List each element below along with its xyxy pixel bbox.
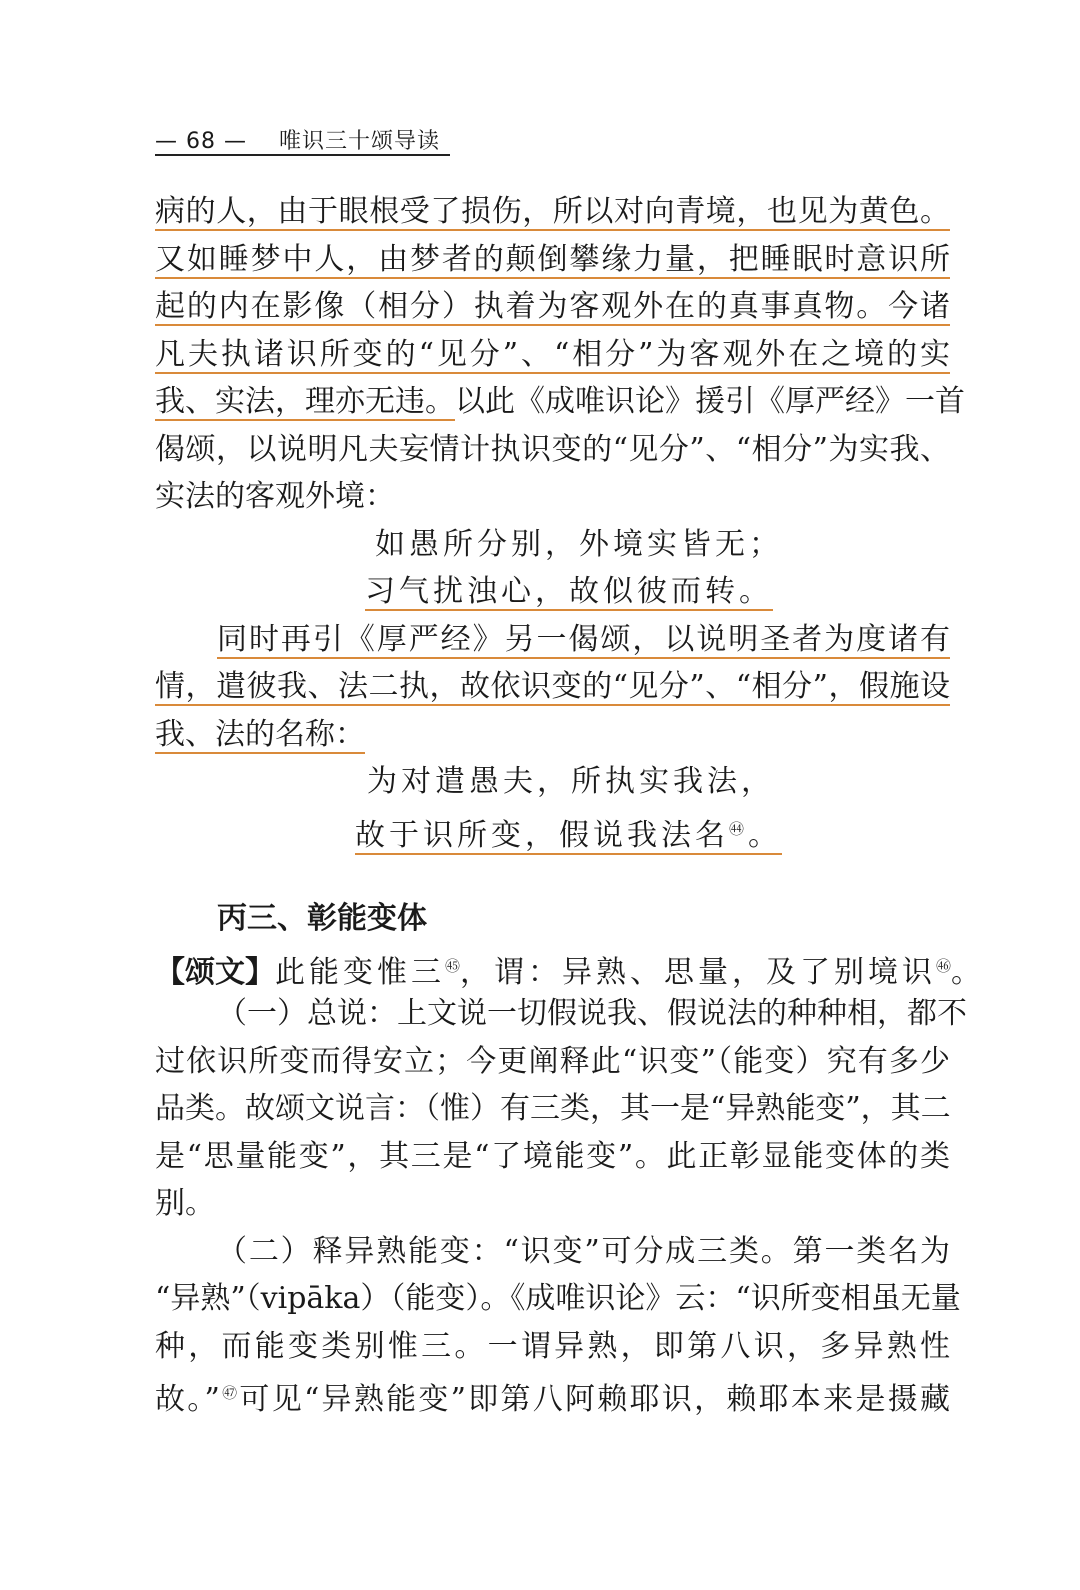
- page-body: [155, 188, 982, 1418]
- header-rule: [155, 154, 450, 156]
- text-line: 故。”$^㊼$可见“异熟能变”即第八阿赖耶识，赖耶本来是摄藏: [155, 1382, 950, 1417]
- text-line: 品类。故颂文说言：（惟）有三类，其一是“异熟能变”，其二: [155, 1091, 951, 1126]
- text-line: 起的内在影像（相分）执着为客观外在的真事真物。今诸: [155, 289, 950, 324]
- running-header: [155, 124, 440, 155]
- text-line: 病的人，由于眼根受了损伤，所以对向青境，也见为黄色。: [155, 194, 950, 229]
- text-line: （二）释异熟能变：“识变”可分成三类。第一类名为: [217, 1233, 950, 1269]
- text-line: 我、法的名称：: [155, 716, 365, 752]
- verse-statement: 【颂文】此能变惟三$^㊺$，谓：异熟、思量，及了别境识$^㊻$。: [155, 954, 982, 990]
- text-line: 种，而能变类别惟三。一谓异熟，即第八识，多异熟性: [155, 1328, 950, 1364]
- footnote-ref: ㊼: [219, 1384, 240, 1402]
- text-line: 是“思量能变”，其三是“了境能变”。此正彰显能变体的类: [155, 1138, 950, 1174]
- text-line: 凡夫执诸识所变的“见分”、“相分”为客观外在之境的实: [155, 336, 950, 372]
- page-number: — 68 —: [155, 129, 247, 154]
- text-line: “异熟”（vipāka）（能变）。《成唯识论》云：“识所变相虽无量: [155, 1281, 961, 1316]
- text-line: 别。: [155, 1186, 215, 1221]
- text-line: 情，遣彼我、法二执，故依识变的“见分”、“相分”，假施设: [155, 669, 950, 704]
- text-line: 我、实法，理亦无违。以此《成唯识论》援引《厚严经》一首: [155, 384, 965, 419]
- verse-line: 故于识所变，假说我法名$^㊹$。: [355, 817, 783, 853]
- verse-line: 习气扰浊心，故似彼而转。: [365, 574, 773, 609]
- text-line: 实法的客观外境：: [155, 479, 395, 514]
- verse-line: 为对遣愚夫，所执实我法，: [367, 764, 775, 799]
- text-line: 偈颂，以说明凡夫妄情计执识变的“见分”、“相分”为实我、: [155, 431, 950, 467]
- section-heading: 丙三、彰能变体: [217, 901, 427, 936]
- book-title: 唯识三十颂导读: [278, 129, 440, 154]
- footnote-ref: ㊹: [729, 819, 749, 838]
- text-line: 同时再引《厚严经》另一偈颂，以说明圣者为度诸有: [217, 621, 950, 657]
- footnote-ref: ㊺: [445, 956, 461, 975]
- text-line: 又如睡梦中人，由梦者的颠倒攀缘力量，把睡眠时意识所: [155, 241, 950, 277]
- text-line: 过依识所变而得安立；今更阐释此“识变”（能变）究有多少: [155, 1043, 950, 1079]
- verse-line: 如愚所分别，外境实皆无；: [375, 526, 783, 562]
- footnote-ref: ㊻: [936, 956, 952, 975]
- text-line: （一）总说：上文说一切假说我、假说法的种种相，都不: [217, 996, 967, 1031]
